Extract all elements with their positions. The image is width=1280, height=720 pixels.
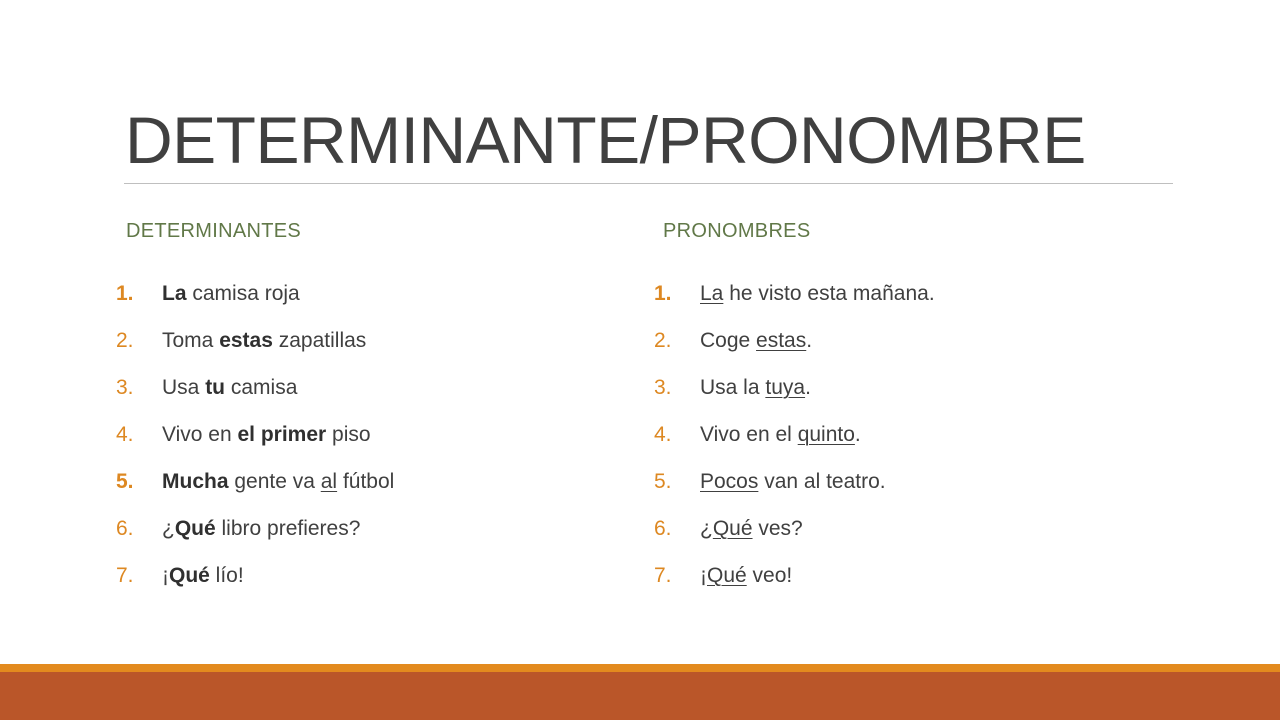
determinantes-item	[116, 364, 394, 411]
item-number: 2.	[654, 328, 672, 352]
text-segment: he visto esta mañana.	[723, 281, 935, 305]
item-number: 7.	[116, 563, 134, 587]
text-segment: ¡	[700, 563, 707, 587]
pronombres-list	[654, 270, 935, 599]
text-segment: Usa	[162, 375, 206, 399]
item-text	[162, 423, 371, 447]
item-text	[700, 329, 812, 353]
item-number: 3.	[654, 375, 672, 399]
item-text	[700, 517, 803, 541]
bold-word: tu	[205, 375, 226, 399]
text-segment: lío!	[209, 563, 244, 587]
text-segment: fútbol	[337, 469, 395, 493]
item-number: 6.	[654, 516, 672, 540]
pronombres-item	[654, 270, 935, 317]
text-segment: van al teatro.	[758, 469, 886, 493]
pronombres-item	[654, 505, 935, 552]
text-segment: camisa	[225, 375, 298, 399]
title-divider	[124, 183, 1173, 184]
item-number: 1.	[654, 281, 672, 305]
text-segment: .	[854, 422, 861, 446]
item-number: 5.	[654, 469, 672, 493]
pronombres-item	[654, 458, 935, 505]
item-number: 5.	[116, 469, 134, 493]
determinantes-item	[116, 317, 394, 364]
item-text	[700, 376, 811, 400]
text-segment: gente va	[228, 469, 321, 493]
bold-word: Qué	[169, 563, 210, 587]
determinantes-item	[116, 505, 394, 552]
bold-word: el primer	[237, 422, 327, 446]
item-text	[162, 517, 360, 541]
pronombres-heading: PRONOMBRES	[663, 220, 811, 242]
text-segment: ¿	[162, 516, 175, 540]
pronombres-item	[654, 552, 935, 599]
text-segment: .	[806, 328, 813, 352]
text-segment: piso	[326, 422, 371, 446]
underlined-word: Qué	[707, 563, 747, 587]
slide-title: DETERMINANTE/PRONOMBRE	[125, 103, 1086, 177]
text-segment: libro prefieres?	[215, 516, 361, 540]
underlined-word: La	[700, 281, 724, 305]
text-segment: Toma	[162, 328, 220, 352]
item-text	[162, 329, 366, 353]
underlined-word: Pocos	[700, 469, 759, 493]
item-number: 4.	[654, 422, 672, 446]
item-number: 7.	[654, 563, 672, 587]
text-segment: ¡	[162, 563, 169, 587]
item-text	[162, 470, 394, 494]
footer-bar	[0, 664, 1280, 720]
item-text	[162, 282, 300, 306]
item-text	[700, 282, 935, 306]
text-segment: Coge	[700, 328, 757, 352]
text-segment: camisa roja	[186, 281, 300, 305]
item-number: 1.	[116, 281, 134, 305]
bold-word: Mucha	[162, 469, 229, 493]
bold-word: estas	[219, 328, 273, 352]
determinantes-item	[116, 411, 394, 458]
item-text	[700, 470, 886, 494]
text-segment: veo!	[746, 563, 793, 587]
item-number: 3.	[116, 375, 134, 399]
item-text	[162, 564, 244, 588]
item-number: 4.	[116, 422, 134, 446]
determinantes-item	[116, 552, 394, 599]
text-segment: Vivo en	[162, 422, 238, 446]
underlined-word: quinto	[797, 422, 855, 446]
item-number: 2.	[116, 328, 134, 352]
determinantes-item	[116, 458, 394, 505]
determinantes-item	[116, 270, 394, 317]
pronombres-item	[654, 411, 935, 458]
item-text	[700, 564, 792, 588]
determinantes-list	[116, 270, 394, 599]
underlined-word: al	[320, 469, 338, 493]
pronombres-item	[654, 364, 935, 411]
pronombres-item	[654, 317, 935, 364]
text-segment: zapatillas	[272, 328, 367, 352]
text-segment: .	[805, 375, 811, 399]
bold-word: La	[162, 281, 187, 305]
item-text	[162, 376, 297, 400]
bold-word: Qué	[174, 516, 216, 540]
text-segment: ves?	[752, 516, 803, 540]
text-segment: ¿	[700, 516, 713, 540]
item-number: 6.	[116, 516, 134, 540]
item-text	[700, 423, 861, 447]
underlined-word: estas	[756, 328, 807, 352]
underlined-word: tuya	[765, 375, 806, 399]
footer-accent-stripe	[0, 664, 1280, 672]
determinantes-heading: DETERMINANTES	[126, 220, 302, 242]
underlined-word: Qué	[712, 516, 753, 540]
text-segment: Usa la	[700, 375, 766, 399]
text-segment: Vivo en el	[700, 422, 798, 446]
